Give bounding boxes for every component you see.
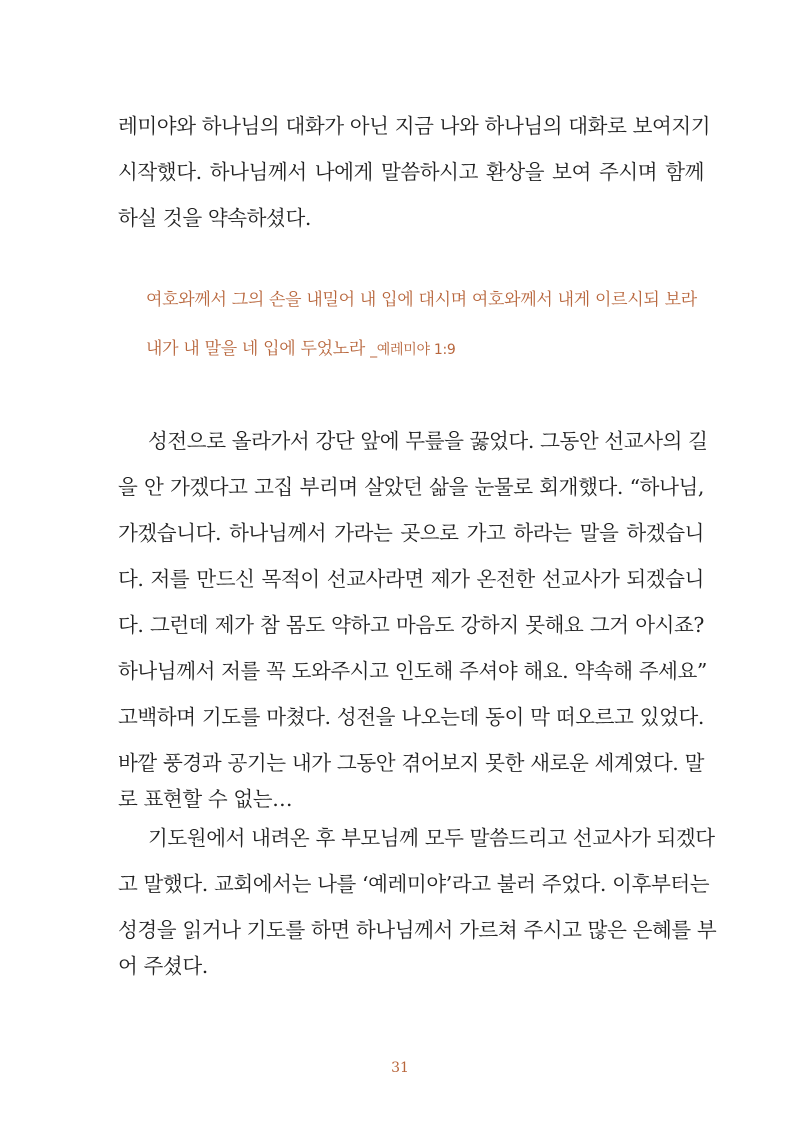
paragraph-2-line-9: 로 표현할 수 없는… xyxy=(118,787,293,811)
paragraph-3-line-3: 성경을 읽거나 기도를 하면 하나님께서 가르쳐 주시고 많은 은혜를 부 xyxy=(118,918,717,942)
paragraph-2-line-2: 을 안 가겠다고 고집 부리며 살았던 삶을 눈물로 회개했다. “하나님, xyxy=(118,475,704,499)
paragraph-2-line-1: 성전으로 올라가서 강단 앞에 무릎을 꿇었다. 그동안 선교사의 길 xyxy=(148,429,708,453)
paragraph-2-line-3: 가겠습니다. 하나님께서 가라는 곳으로 가고 하라는 말을 하겠습니 xyxy=(118,521,704,545)
quote-line-1: 여호와께서 그의 손을 내밀어 내 입에 대시며 여호와께서 내게 이르시되 보라 xyxy=(146,290,697,310)
paragraph-3-line-4: 어 주셨다. xyxy=(118,954,208,978)
paragraph-2-line-8: 바깥 풍경과 공기는 내가 그동안 겪어보지 못한 새로운 세계였다. 말 xyxy=(118,751,704,775)
paragraph-2-line-5: 다. 그런데 제가 참 몸도 약하고 마음도 강하지 못해요 그거 아시죠? xyxy=(118,613,704,637)
paragraph-1-line-1: 레미야와 하나님의 대화가 아닌 지금 나와 하나님의 대화로 보여지기 xyxy=(118,114,711,138)
paragraph-1-line-3: 하실 것을 약속하셨다. xyxy=(118,206,311,230)
paragraph-2-line-4: 다. 저를 만드신 목적이 선교사라면 제가 온전한 선교사가 되겠습니 xyxy=(118,567,704,591)
quote-reference: _예레미야 1:9 xyxy=(370,342,456,358)
paragraph-3-line-2: 고 말했다. 교회에서는 나를 ‘예레미야’라고 불러 주었다. 이후부터는 xyxy=(118,872,710,896)
quote-line-2 xyxy=(146,336,706,363)
paragraph-1-line-2: 시작했다. 하나님께서 나에게 말씀하시고 환상을 보여 주시며 함께 xyxy=(118,160,704,184)
page-number: 31 xyxy=(391,1060,409,1076)
quote-line-2-text: 내가 내 말을 네 입에 두었노라 xyxy=(146,339,371,359)
paragraph-3-line-1: 기도원에서 내려온 후 부모님께 모두 말씀드리고 선교사가 되겠다 xyxy=(148,826,715,850)
paragraph-2-line-6: 하나님께서 저를 꼭 도와주시고 인도해 주셔야 해요. 약속해 주세요” xyxy=(118,659,708,683)
paragraph-2-line-7: 고백하며 기도를 마쳤다. 성전을 나오는데 동이 막 떠오르고 있었다. xyxy=(118,705,704,729)
